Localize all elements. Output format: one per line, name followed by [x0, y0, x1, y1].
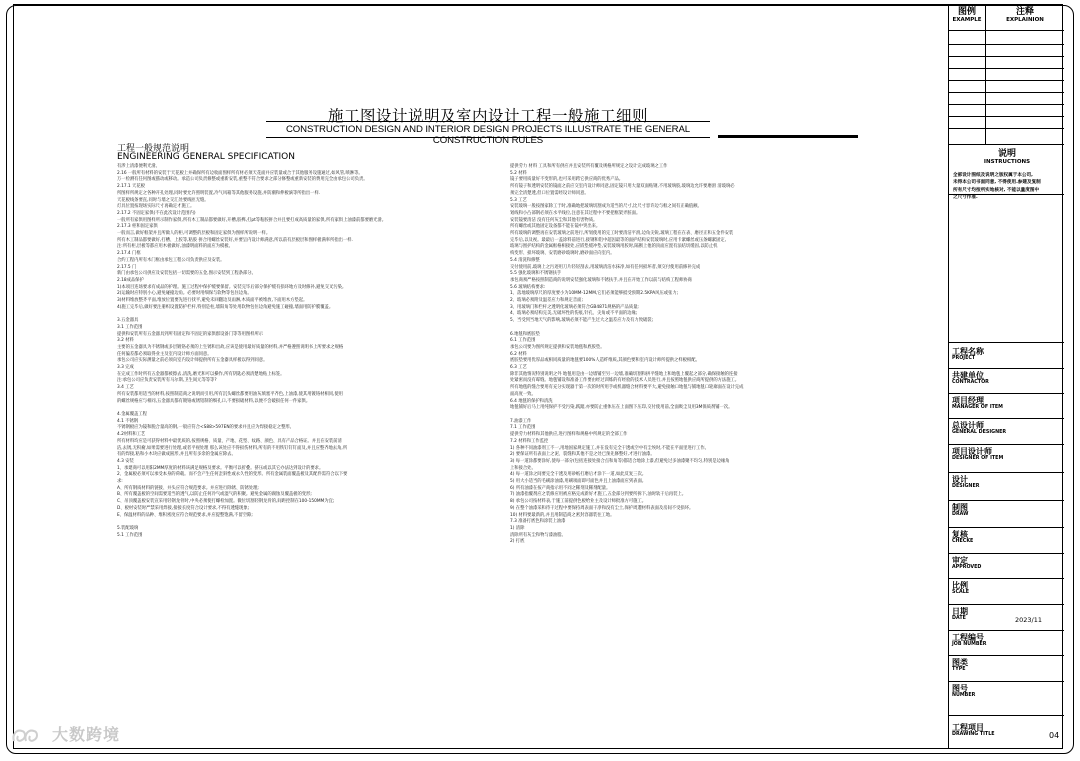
- left-spec-line: 4.3 安装: [117, 458, 134, 464]
- section-heading-en: ENGINEERING GENERAL SPECIFICATION: [117, 152, 295, 162]
- title-field: [952, 348, 984, 362]
- title-field-divider: [949, 368, 1064, 369]
- title-field: [952, 557, 981, 571]
- title-field-label-cn: 项目经理: [952, 396, 984, 405]
- title-field-label-en: DATE: [952, 616, 966, 621]
- title-field: [952, 422, 1006, 436]
- right-spec-line: 安装镜要清洁 没有任何灰尘和其他有害物质。: [510, 217, 598, 223]
- title-field-label-en: JOB NUMBER: [952, 642, 987, 647]
- title-field: [952, 476, 979, 490]
- left-spec-line: B、所有覆盖板的空间需要适当的透气,以防止任何冷气或湿气的积聚。避免金属的腐蚀及覆盖板的变形;: [117, 492, 312, 498]
- title-field-divider: [949, 655, 1064, 656]
- title-field: [952, 685, 975, 699]
- left-spec-line: 2、金属板必须可以承受本身的荷载。而不会产生任何歪斜性或永久性的变形。所有金属装面覆盖板及其配件需符合以下要: [117, 472, 348, 478]
- title-field-divider: [949, 715, 1064, 716]
- left-spec-line: 5.装配玻璃: [117, 525, 139, 531]
- left-spec-line: 任何偏差都必须取得业主及室内设计师方面同意。: [117, 351, 212, 357]
- left-spec-line: 4.2材料和工艺: [117, 432, 146, 438]
- left-spec-line: 所有材料均应是可获得材料中最优质的,按照规格、质量、产地、花型、纹路、颜色、具有产品合格证。并且在安装前清: [117, 438, 342, 444]
- title-field-divider: [949, 527, 1064, 528]
- title-field: [952, 634, 987, 648]
- left-spec-line: [117, 405, 497, 412]
- left-spec-line: 一般而言,做好框架并且所做人的柜,可调整的层板和固定家俱为图样所说明一样。: [117, 231, 271, 237]
- left-spec-line: 4.1 不锈钢: [117, 418, 139, 424]
- right-spec-line: 上和接合处。: [510, 465, 536, 471]
- section-heading-cn: 工程一般规范说明: [117, 144, 190, 154]
- instructions-header-en: INSTRUCTIONS: [983, 159, 1031, 165]
- legend-grid-line: [949, 30, 1064, 31]
- instructions-line: 未得本公司书面同意, 不得使用.参建及复制: [953, 180, 1041, 186]
- title-field-label-en: NUMBER: [952, 693, 976, 698]
- title-field-label-en: GENERAL DESIGNER: [952, 430, 1007, 435]
- title-field: [952, 372, 989, 386]
- right-spec-line: 清除所有灰尘和物与漆油脂。: [510, 532, 566, 538]
- left-spec-line: 一般所有家俱用图样所示制作家俱,所有木工制品都要做好,开槽,胶榫,打pt等粘胶拼合并且要打成高质量的家俱,所有家俱上油漆前都要磨光滑。: [117, 217, 387, 223]
- title-field-divider: [949, 578, 1064, 579]
- title-field-value: 2023/11: [1015, 616, 1043, 624]
- title-field: [952, 531, 973, 545]
- left-spec-line: 有的焊接,粘和小木块应做成圆形,并且所有多余的金属应除去。: [117, 452, 236, 458]
- title-field-label-cn: 总设计师: [952, 421, 984, 430]
- drawing-title-en: CONSTRUCTION DESIGN AND INTERIOR DESIGN PROJECTS ILLUSTRATE THE GENERAL CONSTRUCTION RULES: [285, 124, 691, 146]
- right-spec-line: 5.4 清洗和修整: [510, 257, 540, 263]
- legend-grid-line: [949, 92, 1064, 93]
- left-spec-line: 3.3 完成: [117, 365, 134, 371]
- title-field-divider: [949, 393, 1064, 394]
- left-spec-line: [117, 519, 497, 526]
- title-field: [952, 608, 968, 622]
- right-spec-line: 完毕后,以及视。最最后一盖涂料前进行,接钢和铝中超因最等的面护结构安装玻璃时,应用卡紧螺丝或压条螺紧固定,: [510, 237, 727, 243]
- instructions-text: [953, 172, 1061, 202]
- left-spec-line: 天花板线条要直,同时与墙之交汇处要线匝无缝。: [117, 197, 209, 203]
- title-field-divider: [949, 500, 1064, 501]
- left-spec-line: 2.17.2 不固定家俱(不在此次设计范围内): [117, 210, 196, 216]
- left-spec-line: 所有安装都用适当的材料,按照制造商之说明而引用,所有沉头螺丝都要用油灰填塞平齐色,上油漆,使其用镀铬材相同,使用: [117, 391, 343, 397]
- left-spec-line: A、所有钢质材料的链接、并头应符合规范要求。并应进行除锈、防锈处理;: [117, 485, 259, 491]
- title-field-label-cn: 工程项目: [952, 723, 984, 732]
- left-spec-line: 1)本项目连场要求有成品的护理。施工过程中保护缓要保留。安装完毕后部分保护缓有损环地方及时修补,避免交叉污染。: [117, 284, 347, 290]
- title-field-label-cn: 项目设计师: [952, 447, 992, 456]
- title-field: [952, 659, 968, 673]
- left-spec-line: 4.金属覆盖工程: [117, 411, 147, 417]
- left-spec-line: 灯具位置按现场实际尺寸再确定才施工。: [117, 204, 195, 210]
- right-spec-line: 提供劳力材料和其他供应,进行图样和规格中所规定的全部工作: [510, 432, 628, 438]
- left-spec-line: 5.1 工作范围: [117, 532, 143, 538]
- right-spec-line: 7) 油漆指覆剂应之装修应用被应格完成新好才施工,五金部分到要所拆下,油时软干后再装上。: [510, 492, 687, 498]
- left-spec-line: 的螺丝规格应与相同,五金器具都有镀铬或锈铝制的细孔口,不要损破材料,以便不会破损任何一件家俱。: [117, 398, 311, 404]
- right-spec-line: 4、玻璃必须结构完美,无破坏性的伤痕,针孔、尖角或不平面的边缘;: [510, 311, 638, 317]
- left-spec-line: 有涉上清漆便利光滑。: [117, 164, 160, 169]
- left-spec-line: 在完成工作时所有五金器都被擦去,清洗,磨光和可以操作,所有钥匙必须清楚地贴上标签。: [117, 371, 285, 377]
- left-spec-line: 新门由承包公司供应及安装包括一切需要的五金,图示安装到工程条部分。: [117, 271, 256, 277]
- right-spec-line: 地毯铺好后马上用纯保护不受污染,践踏,亦要防止重体压在上面图下压印,交付使用前,全面吸尘及用3M保质剂铺一次。: [510, 405, 733, 411]
- title-field-label-en: MANAGER OF ITEM: [952, 405, 1003, 410]
- right-spec-line: 划线和小凸部钢必须在水平线位,注意在其过程中不要把框架弄脏面。: [510, 210, 641, 216]
- title-field-divider: [949, 553, 1064, 554]
- right-spec-line: 底胶垫要用优厚品或相同质量的地毯要100%人造纤维质,其颜色要和室内设计师所提供之样板相配。: [510, 358, 700, 364]
- left-spec-line: 注:承包公司应负责安装所有马尔斯,卫生间元等等等?: [117, 378, 217, 384]
- right-spec-line: 2) 要保证所有表面上之泥、裂缝和其他不是之处已预先修整好,才进行油漆。: [510, 452, 655, 458]
- right-spec-line: 10) 材料要最新的,并且用制造商之密封容器装往工地。: [510, 512, 615, 518]
- right-spec-line: 镜子要用质量好不变形的,也可采用跨它供应商的优秀产品。: [510, 177, 624, 183]
- title-field-divider: [949, 472, 1064, 473]
- right-spec-line: 6.2 材料: [510, 351, 527, 357]
- notes-header-cn: 注释: [1015, 7, 1034, 17]
- legend-divider: [985, 4, 986, 144]
- title-field-divider: [949, 630, 1064, 631]
- left-spec-line: 注:所有柜,层板等都应用木板做好,油漆明面料的面应为模板。: [117, 244, 233, 250]
- title-field-label-en: CHECKE: [952, 539, 974, 544]
- title-field-divider: [949, 444, 1064, 445]
- right-spec-line: 所有地毯的缝合要用有充分实现器于第一次的时所用手或机器缝合材料要平大,避免接触口地毯与铺地毯口轮廓面在设计完成: [510, 385, 744, 391]
- right-spec-line: 9) 在整个油漆采和待干过程中要保持周表面干净和没有尘土,保护周遭材料表面及房间不受损坏。: [510, 505, 694, 511]
- watermark-text: 大数跨境: [52, 725, 121, 744]
- right-spec-line: 安装玻璃一般按图家除工于时,准确地把玻璃切割成为适当的尺寸,比尺寸容许边与框之间有正确值额。: [510, 204, 702, 210]
- right-spec-line: 须完全清楚透,但口位置需经设计师同意。: [510, 190, 589, 196]
- legend-grid-line: [949, 68, 1064, 69]
- left-spec-line: C、吊顶覆盖板安装宣采用轻钢龙骨时,中央必须使打螺栓加置。微位切割轻钢龙骨的,间距控制在100-150MM为宜;: [117, 499, 335, 505]
- title-field-label-cn: 复核: [952, 530, 968, 539]
- legend-grid-line: [949, 104, 1064, 105]
- right-spec-line: 处紧密而没有霉缝。地毯铺设和准备工作要由经过训练的有经验的技术人员进行,并且按照地毯供应商所提供的方法施工。: [510, 378, 740, 384]
- right-spec-line: 所有玻璃的调整再在安装玻璃之前进行,所划使用的完工时要清洁平滑,边角尖锐,玻璃工程在在表、磨径正和五金件安装: [510, 231, 734, 237]
- right-spec-line: 2、玻璃必须附及温差应力和规定音面;: [510, 298, 583, 304]
- right-spec-line: 7.3 准备打底色和涂装上油漆: [510, 519, 566, 525]
- right-spec-line: 1) 清除: [510, 525, 525, 531]
- instructions-line: 之尺寸作准.: [953, 195, 978, 201]
- title-field-label-en: DRAW: [952, 512, 969, 517]
- legend-grid-line: [949, 144, 1064, 145]
- right-spec-line: 6.1 工作范围: [510, 338, 536, 344]
- sheet-number: 04: [1049, 731, 1060, 740]
- right-spec-line: 8) 承包公司按材料表,于施工前提供色板给业主及设计师批准方可施工。: [510, 499, 647, 505]
- right-spec-line: 5.5 强化玻璃和不锈钢扶手: [510, 271, 562, 277]
- right-spec-line: 7.2 材料和工作监控: [510, 438, 549, 444]
- right-spec-line: 3) 每一道涂都要涂好,使每一部分(包括连接处接合点和角等)都适合地涂上漆,但避免过多油漆聚不均匀,特别是边缘角: [510, 458, 730, 464]
- left-spec-line: 2.16 一般所有材料的安装于天花板上并确保所有边收面图样所有材必须天花面并应装量或合于其他服务设施通过,如风管,喷淋等。: [117, 170, 363, 176]
- title-field-divider: [949, 418, 1064, 419]
- right-spec-line: 6.4 地毯的保护和清洗: [510, 398, 553, 404]
- right-spec-line: 2) 打底: [510, 539, 525, 545]
- left-spec-line: 2.17.3 柜和固定家俱: [117, 224, 158, 230]
- drawing-title-cn: 施工图设计说明及室内设计工程一般施工细则: [327, 107, 648, 125]
- legend-grid-line: [949, 128, 1064, 129]
- title-field-label-cn: 设计: [952, 475, 968, 484]
- title-accent-bar: [718, 135, 858, 138]
- title-field-label-en: DESIGNER: [952, 484, 980, 489]
- title-field-label-cn: 制图: [952, 503, 968, 512]
- right-spec-line: 6.3 工艺: [510, 365, 527, 371]
- title-field: [952, 504, 968, 518]
- title-field-label-en: APPROVED: [952, 565, 982, 570]
- left-spec-line: 2.18成品保护: [117, 277, 144, 283]
- left-spec-line: [117, 311, 497, 318]
- title-field-label-en: TYPE: [952, 667, 966, 672]
- left-spec-line: 求:: [117, 479, 123, 485]
- title-field-label-cn: 图号: [952, 684, 968, 693]
- left-spec-line: 2.17.4 门框: [117, 251, 141, 257]
- title-field-divider: [949, 681, 1064, 682]
- right-spec-line: 5.3 工艺: [510, 197, 527, 203]
- legend-header: [949, 8, 985, 24]
- left-spec-line: 3.4 工艺: [117, 385, 134, 391]
- right-spec-line: 6) 所有油漆在按产商指示用不同之稀剂及稀剂配量。: [510, 485, 611, 491]
- right-spec-line: 1、落地玻璃厚尺的厚度要小为10MM-12MM,它们必须能够抵受预期2.5KPA风压或张力;: [510, 291, 679, 297]
- right-spec-line: 构变形、损坏玻璃、安装磨砂玻璃时,磨砂面应向室内。: [510, 251, 615, 257]
- title-field: [952, 582, 969, 596]
- watermark-logo-icon: [10, 725, 50, 747]
- left-spec-column: [117, 164, 497, 539]
- fields-top-line: [949, 342, 1064, 343]
- right-spec-line: 3、用玻璃门和栏杆之透明化玻璃必须符合GB4871规格的产品质量;: [510, 304, 639, 310]
- right-spec-line: 5) 用大小适当的毛刷涂油漆,用刷项面即可面色并且上油漆面应到表面。: [510, 479, 647, 485]
- left-spec-line: 合约工程内所有木门框由承包工程公司负责供应及安装。: [117, 257, 225, 263]
- title-field: [952, 724, 995, 738]
- left-spec-line: 万一检测有任何图或描动或移动。承造公司负责修整或重新安装,重整不符合要求之部分修整或重新安装的费用完全由承包公司负责。: [117, 177, 368, 183]
- right-spec-line: 5.6 玻璃结构要求:: [510, 284, 546, 290]
- right-spec-line: 除非其他情况特别说明之外 地毯用是由一边墙铺至另一边墙,准确切割和拼平缝地上和地毯上覆起之部分,确保接触的连接: [510, 371, 738, 377]
- instructions-line: 所有尺寸均按所实地核对, 不能以量度图中: [953, 187, 1040, 193]
- legend-header-cn: 图例: [957, 7, 976, 17]
- title-field-label-en: DESIGNER OF ITEM: [952, 456, 1004, 461]
- left-spec-line: 2.17.5 门: [117, 264, 137, 270]
- legend-header-en: EXAMPLE: [952, 17, 982, 23]
- instructions-line: 全部设计图纸及说明之版权属于本公司,: [953, 173, 1033, 178]
- left-spec-line: E、保温材料的品种、堆积密度应符合规范要求,并应提整饱满,不留空隙;: [117, 512, 253, 518]
- right-spec-line: 6.地毯和底胶垫: [510, 331, 540, 337]
- right-spec-line: [510, 325, 930, 332]
- title-field-label-en: PROJECT: [952, 356, 976, 361]
- left-spec-line: 4)施工完毕后,做好要注册织设置防护栏杆,特别是柱,墙阳角等处用软物包住边角避免施工碰撞,墙面用防护膜覆盖。: [117, 304, 334, 310]
- title-field-label-cn: 工程编号: [952, 633, 984, 642]
- left-spec-line: 3.五金器具: [117, 318, 139, 324]
- right-spec-line: 1) 各种不同油漆剂工不一,用地国家规定施工,并在没有完全干透或空中有尘埃时,不能在平面里进行工作。: [510, 445, 709, 451]
- title-field-label-cn: 工程名称: [952, 347, 984, 356]
- left-spec-line: 2)运输时应特别小心,避免碰撞边角。必要时用细保与软物等包住边角。: [117, 291, 252, 297]
- title-field: [952, 397, 1003, 411]
- legend-grid-line: [949, 80, 1064, 81]
- left-spec-line: 不锈钢板应为镜和脱合量高的钢,一般应符合<S88>597EN的要求并且应为焊接稳定之整形。: [117, 425, 294, 431]
- left-spec-line: 3.1 工作范围: [117, 324, 143, 330]
- title-field-label-cn: 比例: [952, 581, 968, 590]
- title-field-label-en: SCALE: [952, 590, 970, 595]
- right-spec-line: 7.油漆工作: [510, 418, 532, 424]
- right-spec-line: 所有镜子和透明安装的镜面之前应交室内设计师同意,固定镜只用大量双面贴钢,不用玻璃胶,玻璃边允许要磨滑 清玻璃必: [510, 184, 735, 190]
- right-spec-line: 5.2 材料: [510, 170, 527, 176]
- title-underline: [266, 121, 710, 122]
- left-spec-line: 所图样所规定之各种开孔处理,同时要允许照明装置,冷气风箱等其他服务设施,并防潮和伸板滴等所指出一样.: [117, 190, 321, 196]
- left-spec-line: D、板材安装时严禁采用焊接,接接长度符合设计要求,不得有透缝现象;: [117, 505, 250, 511]
- left-spec-line: 提供和安装所有五金器具到所有固定和不固定的家俱群设备门等等用图样所示: [117, 331, 264, 337]
- notes-header-en: EXPLAINION: [1006, 17, 1044, 23]
- right-spec-line: 7.1 工作范围: [510, 425, 536, 431]
- right-spec-line: 承包商须严格按照制造商的说明安装强化玻璃和不锈扶手,并且在开始工作以前与结构工程师协商: [510, 277, 692, 283]
- title-field-label-cn: 共建单位: [952, 371, 984, 380]
- title-field-divider: [949, 604, 1064, 605]
- title-field-label-cn: 图类: [952, 658, 968, 667]
- notes-header: [985, 8, 1065, 24]
- left-spec-line: 2.17.1 天花板: [117, 184, 145, 190]
- right-spec-line: 交付使用前,玻璃上之污迹用刀片轻轻刮去,用玻璃清洁水抹净,如有任何损坏者,须交付使用前修补完成: [510, 264, 701, 270]
- left-spec-line: 主要的五金器具为不锈钢或多层镀铬必须的上生锈和出故,应该是使用最好质量的材料,并严格遵照说明书上所要求之规格: [117, 344, 344, 350]
- title-field-label-cn: 日期: [952, 607, 968, 616]
- legend-grid-line: [949, 56, 1064, 57]
- instructions-header: [949, 150, 1065, 166]
- right-spec-line: [510, 412, 930, 419]
- right-spec-line: 面高度一致。: [510, 391, 536, 397]
- right-spec-line: 4) 每一道涂之间要完全干透及用砂纸打磨后才涂下一道,如此反复三次。: [510, 472, 647, 478]
- left-spec-line: 承包公司应实际测量之前必须向室内设计师提供所有五金器具样板以得到同意。: [117, 358, 268, 364]
- title-block: [948, 4, 1064, 749]
- subtitle-underline: [266, 137, 710, 138]
- right-spec-line: 提供劳力 材料 工具和所有供应并且安装所有覆及规格所规定之设计完成玻璃之工作: [510, 164, 668, 169]
- right-spec-column: [510, 164, 930, 546]
- right-spec-line: 承包公司要为图所规定提供和安装地毯和底胶垫。: [510, 344, 605, 350]
- title-field-label-cn: 审定: [952, 556, 968, 565]
- right-spec-line: 玻璃与围护结构的金属框格相接处,应嵌垫缓冲垫,安装玻璃用胶时,隔断上他的顶面应置有法结切缓固,以防止机: [510, 244, 718, 250]
- legend-grid-line: [949, 116, 1064, 117]
- left-spec-line: 洁,去锈,无积瘤,如果需要进行处理,或者平视处理 那么该处应不得损伤材料,所有的不用铁钉钉钉面及,并且应整齐地去角,所: [117, 445, 348, 451]
- title-field-label-en: DRAWING TITLE: [952, 732, 995, 737]
- legend-grid-line: [949, 44, 1064, 45]
- right-spec-line: 所有螺丝或其他固定设备都不能在镜中突出来。: [510, 224, 601, 230]
- title-field: [952, 448, 1003, 462]
- instructions-header-cn: 说明: [997, 149, 1016, 159]
- right-spec-line: 5、当受到当地天气的影响,玻璃必须不能产生过大之温差应力及有力致破裂;: [510, 318, 654, 324]
- left-spec-line: 1、承建商可以用阳2MM厚度的材料该满足规格及要求。平衡可以折叠。挤压或以其它办法达到设计的要求。: [117, 465, 324, 471]
- left-spec-line: 3)材料堆放整齐平面,堆放位置要先进行找平,避免未回翻边及雨淋,木质面平被堆放,下面用木方垫起。: [117, 298, 308, 304]
- left-spec-line: 3.2 材料: [117, 338, 134, 344]
- left-spec-line: 所有木工制品都要做好,打槽、上胶等,粘胶 拼合用螺丝安装好,并要呈内设计师满意,所以前有层板层和图样板满率所指出一样.: [117, 237, 353, 243]
- title-field-label-en: CONTRACTOR: [952, 380, 989, 385]
